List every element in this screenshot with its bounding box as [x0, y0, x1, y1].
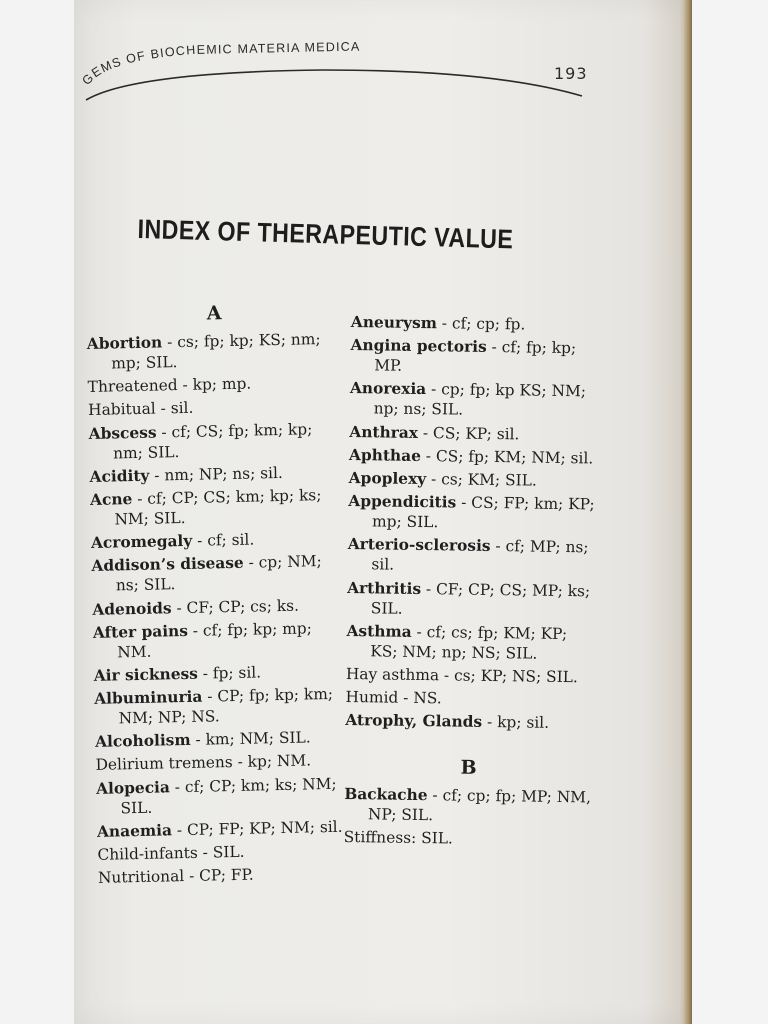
page-edge: [684, 0, 692, 1024]
entry-term: Abortion: [86, 333, 163, 353]
entry-term: Arthritis: [347, 578, 422, 598]
entry-term: Anorexia: [349, 379, 427, 399]
page-number: 193: [554, 64, 588, 83]
index-entry: [347, 534, 596, 577]
entry-term: Arterio-sclerosis: [347, 535, 491, 556]
header-rule: [86, 70, 582, 100]
entry-term: Albuminuria: [94, 687, 203, 708]
entry-remedies: - CF; CP; cs; ks.: [171, 596, 300, 617]
page-title: INDEX OF THERAPEUTIC VALUE: [137, 214, 514, 255]
index-entry: [350, 378, 599, 421]
index-entry: [349, 468, 597, 491]
index-entry: [93, 617, 350, 662]
entry-remedies: - NS.: [398, 688, 442, 708]
entry-term: Acne: [89, 490, 133, 509]
index-entry: [346, 621, 595, 664]
index-entry: [91, 528, 347, 553]
index-column-right: [343, 312, 598, 854]
index-entry: [94, 684, 351, 729]
entry-term: Aphthae: [348, 445, 422, 465]
entry-remedies: - kp; NM.: [232, 751, 312, 772]
entry-remedies: - cf; fp; kp; MP.: [374, 338, 577, 375]
entry-remedies: - cf; CS; fp; km; kp; nm; SIL.: [112, 419, 313, 463]
index-entry: [88, 395, 344, 420]
entry-term: Aneurysm: [350, 312, 438, 333]
entry-remedies: - CP; FP; KP; NM; sil.: [171, 817, 343, 840]
index-entry: [87, 329, 344, 374]
index-entry: [350, 335, 599, 378]
entry-remedies: - cf; cp; fp.: [436, 314, 526, 334]
entry-term: Nutritional: [97, 867, 185, 888]
index-entry: [91, 551, 348, 596]
entry-term: Acromegaly: [90, 531, 193, 553]
index-entry: [348, 491, 597, 534]
index-entry: [88, 418, 345, 463]
entry-remedies: - CS; FP; km; KP; mp; SIL.: [371, 493, 595, 532]
entry-remedies: - cf; cs; fp; KM; KP; KS; NM; np; NS; SIL.: [370, 622, 568, 663]
entry-term: Air sickness: [93, 664, 199, 685]
index-entry: [351, 312, 599, 335]
entry-term: Angina pectoris: [350, 336, 487, 357]
entry-remedies: - cf; CP; km; ks; NM; SIL.: [120, 774, 337, 818]
entry-remedies: - CS; KP; sil.: [417, 423, 520, 443]
running-header: [74, 0, 692, 110]
background-left: [0, 0, 78, 1024]
entry-remedies: - cs; KP; NS; SIL.: [438, 666, 578, 687]
entry-remedies: - CP; FP.: [184, 865, 254, 886]
index-entry: [349, 445, 597, 468]
index-entry: [87, 372, 343, 397]
entry-term: Appendicitis: [348, 492, 457, 512]
index-entry: [98, 863, 354, 888]
entry-term: Atrophy, Glands: [345, 711, 483, 732]
entry-list-right-a: [345, 312, 599, 734]
index-entry: [89, 461, 345, 486]
index-entry: [95, 727, 351, 752]
entry-term: Threatened: [87, 376, 178, 397]
entry-term: Delirium tremens: [95, 753, 233, 775]
index-entry: [94, 660, 350, 685]
entry-term: Apoplexy: [348, 468, 427, 489]
entry-term: Habitual: [87, 399, 156, 420]
entry-term: Stiffness:: [343, 828, 417, 848]
entry-remedies: - fp; sil.: [197, 663, 262, 683]
book-page: [74, 0, 692, 1024]
entry-remedies: - cf; cp; fp; MP; NM, NP; SIL.: [367, 786, 592, 825]
index-entry: [95, 750, 351, 775]
entry-remedies: - cp; fp; kp KS; NM; np; ns; SIL.: [373, 380, 587, 419]
entry-term: Anthrax: [349, 422, 419, 442]
index-entry: [90, 485, 347, 530]
index-entry: [347, 577, 596, 620]
entry-remedies: - SIL.: [197, 842, 245, 862]
entry-remedies: - CP; fp; kp; km; NM; NP; NS.: [118, 684, 334, 728]
entry-remedies: - cf; MP; ns; sil.: [371, 537, 589, 574]
entry-remedies: - cf; CP; CS; km; kp; ks; NM; SIL.: [114, 486, 322, 529]
index-entry: [344, 784, 593, 827]
index-entry: [346, 664, 594, 687]
entry-remedies: - kp; sil.: [482, 713, 550, 733]
index-entry: [344, 827, 592, 850]
index-entry: [97, 840, 353, 865]
entry-remedies: - km; NM; SIL.: [190, 728, 311, 750]
entry-remedies: SIL.: [416, 829, 454, 848]
entry-term: Addison’s disease: [91, 554, 244, 576]
running-title: GEMS OF BIOCHEMIC MATERIA MEDICA: [79, 39, 361, 88]
section-letter-a: A: [206, 302, 222, 325]
index-entry: [92, 594, 348, 619]
entry-remedies: - sil.: [155, 399, 194, 418]
entry-remedies: - cp; NM; ns; SIL.: [115, 552, 322, 595]
entry-remedies: - nm; NP; ns; sil.: [149, 463, 284, 485]
index-entry: [97, 816, 353, 841]
entry-remedies: - cf; sil.: [192, 530, 255, 550]
entry-term: Asthma: [346, 621, 412, 641]
entry-remedies: - CF; CP; CS; MP; ks; SIL.: [370, 579, 591, 618]
entry-remedies: - cs; KM; SIL.: [426, 470, 537, 490]
entry-term: Humid: [345, 688, 399, 707]
entry-term: Backache: [344, 785, 428, 805]
index-entry: [345, 710, 593, 733]
index-entry: [96, 773, 353, 818]
entry-remedies: - cs; fp; kp; KS; nm; mp; SIL.: [111, 330, 321, 373]
entry-list-left: [87, 329, 355, 888]
index-column-left: [86, 301, 354, 892]
index-entry: [349, 422, 597, 445]
entry-term: After pains: [92, 621, 189, 642]
entry-term: Child-infants: [97, 843, 198, 864]
entry-term: Acidity: [89, 466, 150, 486]
entry-remedies: - CS; fp; KM; NM; sil.: [420, 446, 594, 468]
entry-term: Alopecia: [95, 777, 171, 798]
entry-term: Abscess: [88, 423, 157, 443]
entry-term: Alcoholism: [94, 731, 191, 752]
entry-term: Adenoids: [92, 598, 172, 619]
entry-remedies: - kp; mp.: [177, 374, 252, 395]
entry-remedies: - cf; fp; kp; mp; NM.: [117, 619, 312, 662]
entry-term: Hay asthma: [345, 664, 440, 685]
background-right: [690, 0, 768, 1024]
index-entry: [345, 687, 593, 710]
entry-term: Anaemia: [96, 821, 173, 841]
section-letter-b: B: [460, 756, 477, 780]
entry-list-right-b: [344, 784, 593, 851]
